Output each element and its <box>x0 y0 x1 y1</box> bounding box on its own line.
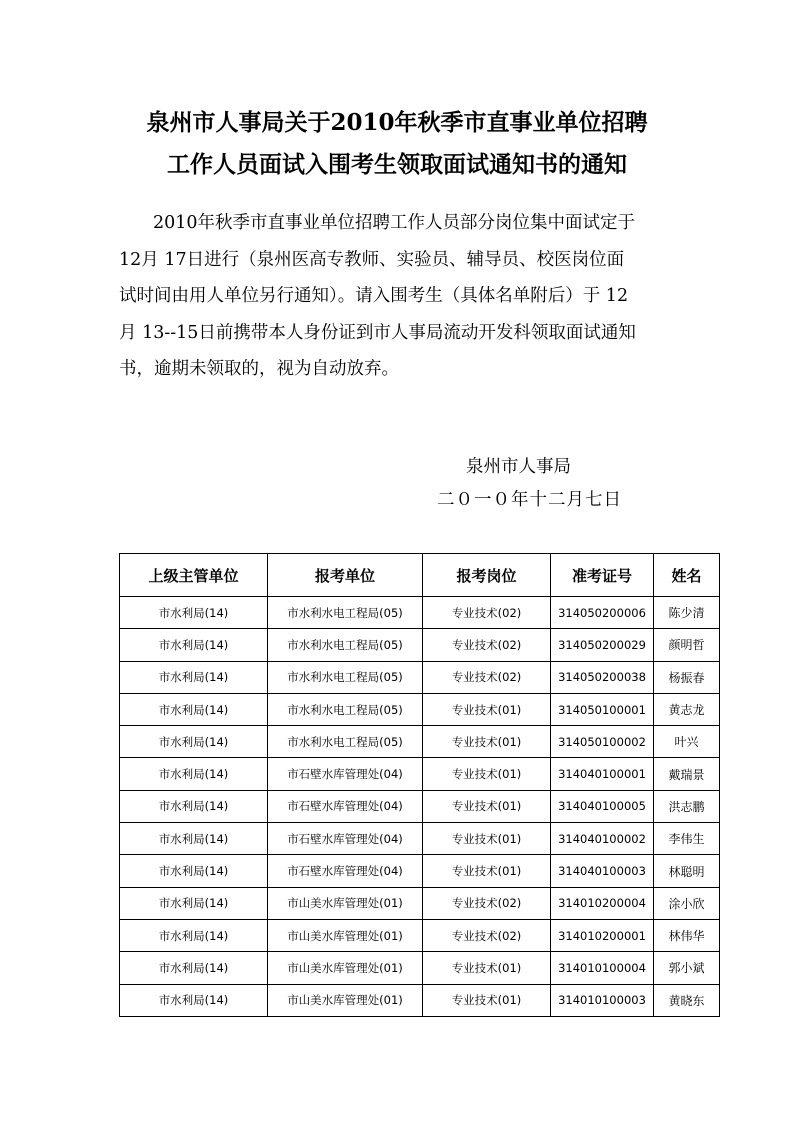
applied-unit-cell: 市山美水库管理处(01) <box>268 919 423 951</box>
admission-number-cell: 314010100003 <box>551 984 654 1016</box>
paragraph-line: 12月 17日进行（泉州医高专教师、实验员、辅导员、校医岗位面 <box>119 249 625 270</box>
supervising-unit-cell: 市水利局(14) <box>120 597 268 629</box>
name-cell: 洪志鹏 <box>654 790 720 822</box>
header-applied-post: 报考岗位 <box>423 554 551 597</box>
applied-unit-cell: 市石壁水库管理处(04) <box>268 823 423 855</box>
applied-unit-cell: 市山美水库管理处(01) <box>268 952 423 984</box>
paragraph-line: 2010年秋季市直事业单位招聘工作人员部分岗位集中面试定于 <box>153 213 636 233</box>
header-name: 姓名 <box>654 554 720 597</box>
table-header-row <box>120 554 720 597</box>
table-row <box>120 823 720 855</box>
name-cell: 林聪明 <box>654 855 720 887</box>
applied-post-cell: 专业技术(01) <box>423 823 551 855</box>
header-applied-unit: 报考单位 <box>268 554 423 597</box>
table-row <box>120 887 720 919</box>
name-cell: 颜明哲 <box>654 629 720 661</box>
table-row <box>120 661 720 693</box>
name-cell: 叶兴 <box>654 726 720 758</box>
document-title-line-2: 工作人员面试入围考生领取面试通知书的通知 <box>167 151 627 178</box>
table-row <box>120 726 720 758</box>
applied-post-cell: 专业技术(02) <box>423 919 551 951</box>
name-cell: 林伟华 <box>654 919 720 951</box>
admission-number-cell: 314040100005 <box>551 790 654 822</box>
applied-post-cell: 专业技术(02) <box>423 597 551 629</box>
applied-unit-cell: 市石壁水库管理处(04) <box>268 790 423 822</box>
name-cell: 杨振春 <box>654 661 720 693</box>
applied-unit-cell: 市水利水电工程局(05) <box>268 726 423 758</box>
name-cell: 李伟生 <box>654 823 720 855</box>
admission-number-cell: 314040100002 <box>551 823 654 855</box>
supervising-unit-cell: 市水利局(14) <box>120 661 268 693</box>
table-row <box>120 855 720 887</box>
candidate-table <box>119 553 720 1017</box>
name-cell: 戴瑞景 <box>654 758 720 790</box>
table-row <box>120 758 720 790</box>
supervising-unit-cell: 市水利局(14) <box>120 726 268 758</box>
applied-post-cell: 专业技术(01) <box>423 726 551 758</box>
applied-unit-cell: 市水利水电工程局(05) <box>268 597 423 629</box>
applied-post-cell: 专业技术(01) <box>423 758 551 790</box>
table-row <box>120 790 720 822</box>
applied-post-cell: 专业技术(01) <box>423 984 551 1016</box>
applied-unit-cell: 市石壁水库管理处(04) <box>268 855 423 887</box>
paragraph-line: 月 13--15日前携带本人身份证到市人事局流动开发科领取面试通知 <box>119 322 636 343</box>
signature-date: 二０一０年十二月七日 <box>437 490 622 510</box>
supervising-unit-cell: 市水利局(14) <box>120 855 268 887</box>
applied-unit-cell: 市水利水电工程局(05) <box>268 629 423 661</box>
header-supervising-unit: 上级主管单位 <box>120 554 268 597</box>
applied-post-cell: 专业技术(02) <box>423 887 551 919</box>
admission-number-cell: 314050100001 <box>551 693 654 725</box>
supervising-unit-cell: 市水利局(14) <box>120 952 268 984</box>
table-row <box>120 919 720 951</box>
name-cell: 陈少清 <box>654 597 720 629</box>
signature-organization: 泉州市人事局 <box>466 457 571 477</box>
table-row <box>120 597 720 629</box>
applied-post-cell: 专业技术(01) <box>423 855 551 887</box>
name-cell: 黄志龙 <box>654 693 720 725</box>
supervising-unit-cell: 市水利局(14) <box>120 693 268 725</box>
applied-post-cell: 专业技术(01) <box>423 790 551 822</box>
table-row <box>120 984 720 1016</box>
supervising-unit-cell: 市水利局(14) <box>120 790 268 822</box>
supervising-unit-cell: 市水利局(14) <box>120 758 268 790</box>
paragraph-line: 书，逾期未领取的，视为自动放弃。 <box>119 359 399 379</box>
admission-number-cell: 314050100002 <box>551 726 654 758</box>
header-admission-number: 准考证号 <box>551 554 654 597</box>
applied-unit-cell: 市水利水电工程局(05) <box>268 693 423 725</box>
applied-post-cell: 专业技术(01) <box>423 952 551 984</box>
admission-number-cell: 314050200006 <box>551 597 654 629</box>
notice-paragraph <box>119 205 679 388</box>
admission-number-cell: 314010200001 <box>551 919 654 951</box>
paragraph-line: 试时间由用人单位另行通知）。请入围考生（具体名单附后）于 12 <box>119 286 629 306</box>
table-row <box>120 952 720 984</box>
name-cell: 涂小欣 <box>654 887 720 919</box>
applied-unit-cell: 市水利水电工程局(05) <box>268 661 423 693</box>
applied-unit-cell: 市山美水库管理处(01) <box>268 887 423 919</box>
name-cell: 黄晓东 <box>654 984 720 1016</box>
admission-number-cell: 314010200004 <box>551 887 654 919</box>
applied-unit-cell: 市山美水库管理处(01) <box>268 984 423 1016</box>
applied-post-cell: 专业技术(02) <box>423 661 551 693</box>
applied-post-cell: 专业技术(01) <box>423 693 551 725</box>
supervising-unit-cell: 市水利局(14) <box>120 887 268 919</box>
document-title-line-1: 泉州市人事局关于2010年秋季市直事业单位招聘 <box>146 109 648 136</box>
applied-post-cell: 专业技术(02) <box>423 629 551 661</box>
admission-number-cell: 314010100004 <box>551 952 654 984</box>
supervising-unit-cell: 市水利局(14) <box>120 919 268 951</box>
name-cell: 郭小斌 <box>654 952 720 984</box>
admission-number-cell: 314040100003 <box>551 855 654 887</box>
supervising-unit-cell: 市水利局(14) <box>120 823 268 855</box>
admission-number-cell: 314040100001 <box>551 758 654 790</box>
admission-number-cell: 314050200029 <box>551 629 654 661</box>
applied-unit-cell: 市石壁水库管理处(04) <box>268 758 423 790</box>
table-row <box>120 693 720 725</box>
supervising-unit-cell: 市水利局(14) <box>120 629 268 661</box>
admission-number-cell: 314050200038 <box>551 661 654 693</box>
supervising-unit-cell: 市水利局(14) <box>120 984 268 1016</box>
table-row <box>120 629 720 661</box>
